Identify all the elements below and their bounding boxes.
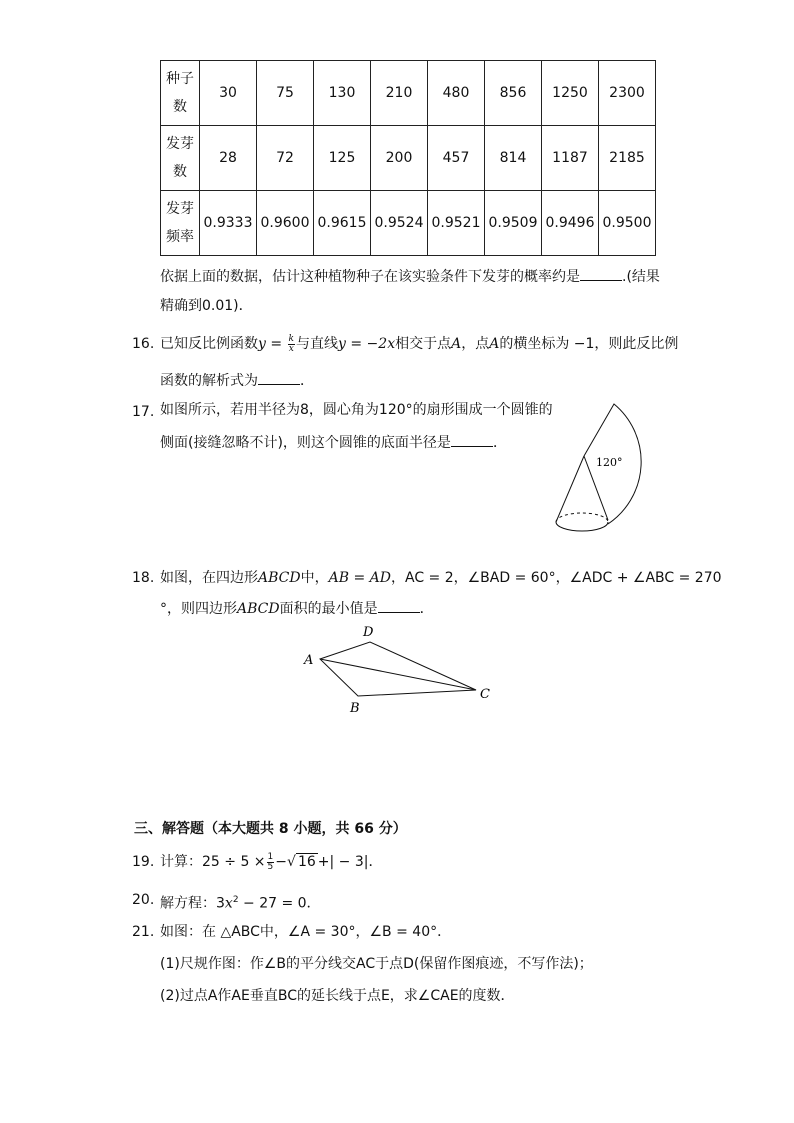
q20-number: 20. <box>132 892 155 908</box>
table-cell: 200 <box>371 126 428 191</box>
section-heading: 三、解答题（本大题共 8 小题，共 66 分） <box>134 821 407 837</box>
q18-line2: °，则四边形ABCD面积的最小值是 ． <box>160 598 434 619</box>
q17-line1: 如图所示，若用半径为8，圆心角为120°的扇形围成一个圆锥的 <box>160 402 553 418</box>
table-cell: 0.9500 <box>599 191 656 256</box>
table-cell: 856 <box>485 61 542 126</box>
fraction: $\frac{1}{5}$ <box>267 851 274 872</box>
table-cell: 0.9333 <box>200 191 257 256</box>
q15-line2: 精确到0.01)． <box>160 298 253 314</box>
answer-blank <box>258 370 300 385</box>
table-cell: 0.9615 <box>314 191 371 256</box>
label-a: A <box>304 653 314 668</box>
table-cell: 2185 <box>599 126 656 191</box>
table-cell: 0.9600 <box>257 191 314 256</box>
table-cell: 814 <box>485 126 542 191</box>
cone-base-front <box>556 522 608 531</box>
row-header: 发芽 数 <box>161 126 200 191</box>
table-cell: 0.9496 <box>542 191 599 256</box>
label-c: C <box>480 687 490 702</box>
q19-line: 计算：25 ÷ 5 × $\frac{1}{5}$ −√ 16 +| − 3|． <box>160 851 383 872</box>
table-cell: 1187 <box>542 126 599 191</box>
table-row <box>161 126 656 191</box>
table-cell: 30 <box>200 61 257 126</box>
table-cell: 0.9524 <box>371 191 428 256</box>
answer-blank <box>451 432 493 447</box>
table-cell: 28 <box>200 126 257 191</box>
q16-line2: 函数的解析式为 ． <box>160 370 314 391</box>
angle-label: 120° <box>596 456 623 469</box>
seed-germination-table <box>160 60 656 256</box>
q16-line1: 已知反比例函数y = $\frac{k}{x}$ 与直线y = −2x相交于点A，点A的横坐标为 −1，则此反比例 <box>160 333 679 354</box>
table-cell: 0.9509 <box>485 191 542 256</box>
q20-line: 解方程：$3x^2 - 27 = 0$． <box>160 895 321 912</box>
cone-base-back <box>556 513 608 522</box>
row-header: 发芽 频率 <box>161 191 200 256</box>
q19-number: 19. <box>132 854 155 870</box>
table-cell: 457 <box>428 126 485 191</box>
table-cell: 0.9521 <box>428 191 485 256</box>
answer-blank <box>580 266 622 281</box>
q15-line1: 依据上面的数据，估计这种植物种子在该实验条件下发芽的概率约是 .(结果 <box>160 266 660 287</box>
q21-number: 21. <box>132 924 155 940</box>
table-cell: 72 <box>257 126 314 191</box>
cone-left-side <box>556 456 584 522</box>
answer-blank <box>378 598 420 613</box>
fraction: $\frac{k}{x}$ <box>288 333 295 354</box>
q17-line2: 侧面(接缝忽略不计)，则这个圆锥的底面半径是 ． <box>160 432 507 453</box>
table-cell: 1250 <box>542 61 599 126</box>
q18-line1: 如图，在四边形ABCD中，AB = AD，AC = 2，∠BAD = 60°，∠ADC + ∠ABC = 270 <box>160 570 722 586</box>
table-cell: 480 <box>428 61 485 126</box>
label-b: B <box>350 701 360 716</box>
table-cell: 210 <box>371 61 428 126</box>
cone-sector-figure <box>548 398 668 544</box>
quadrilateral-abcd <box>320 642 476 696</box>
q18-number: 18. <box>132 570 155 586</box>
q21-line1: 如图：在 △ABC中，∠A = 30°，∠B = 40°． <box>160 924 452 940</box>
table-cell: 125 <box>314 126 371 191</box>
label-d: D <box>363 625 374 640</box>
table-cell: 130 <box>314 61 371 126</box>
quadrilateral-figure <box>300 622 500 718</box>
q17-number: 17. <box>132 404 155 420</box>
diagonal-ac <box>320 659 476 690</box>
q16-number: 16. <box>132 336 155 352</box>
table-cell: 2300 <box>599 61 656 126</box>
table-cell: 75 <box>257 61 314 126</box>
table-row <box>161 191 656 256</box>
q21-part1: (1)尺规作图：作∠B的平分线交AC于点D(保留作图痕迹，不写作法)； <box>160 956 593 972</box>
q21-part2: (2)过点A作AE垂直BC的延长线于点E，求∠CAE的度数． <box>160 988 515 1004</box>
row-header: 种子 数 <box>161 61 200 126</box>
table-row <box>161 61 656 126</box>
